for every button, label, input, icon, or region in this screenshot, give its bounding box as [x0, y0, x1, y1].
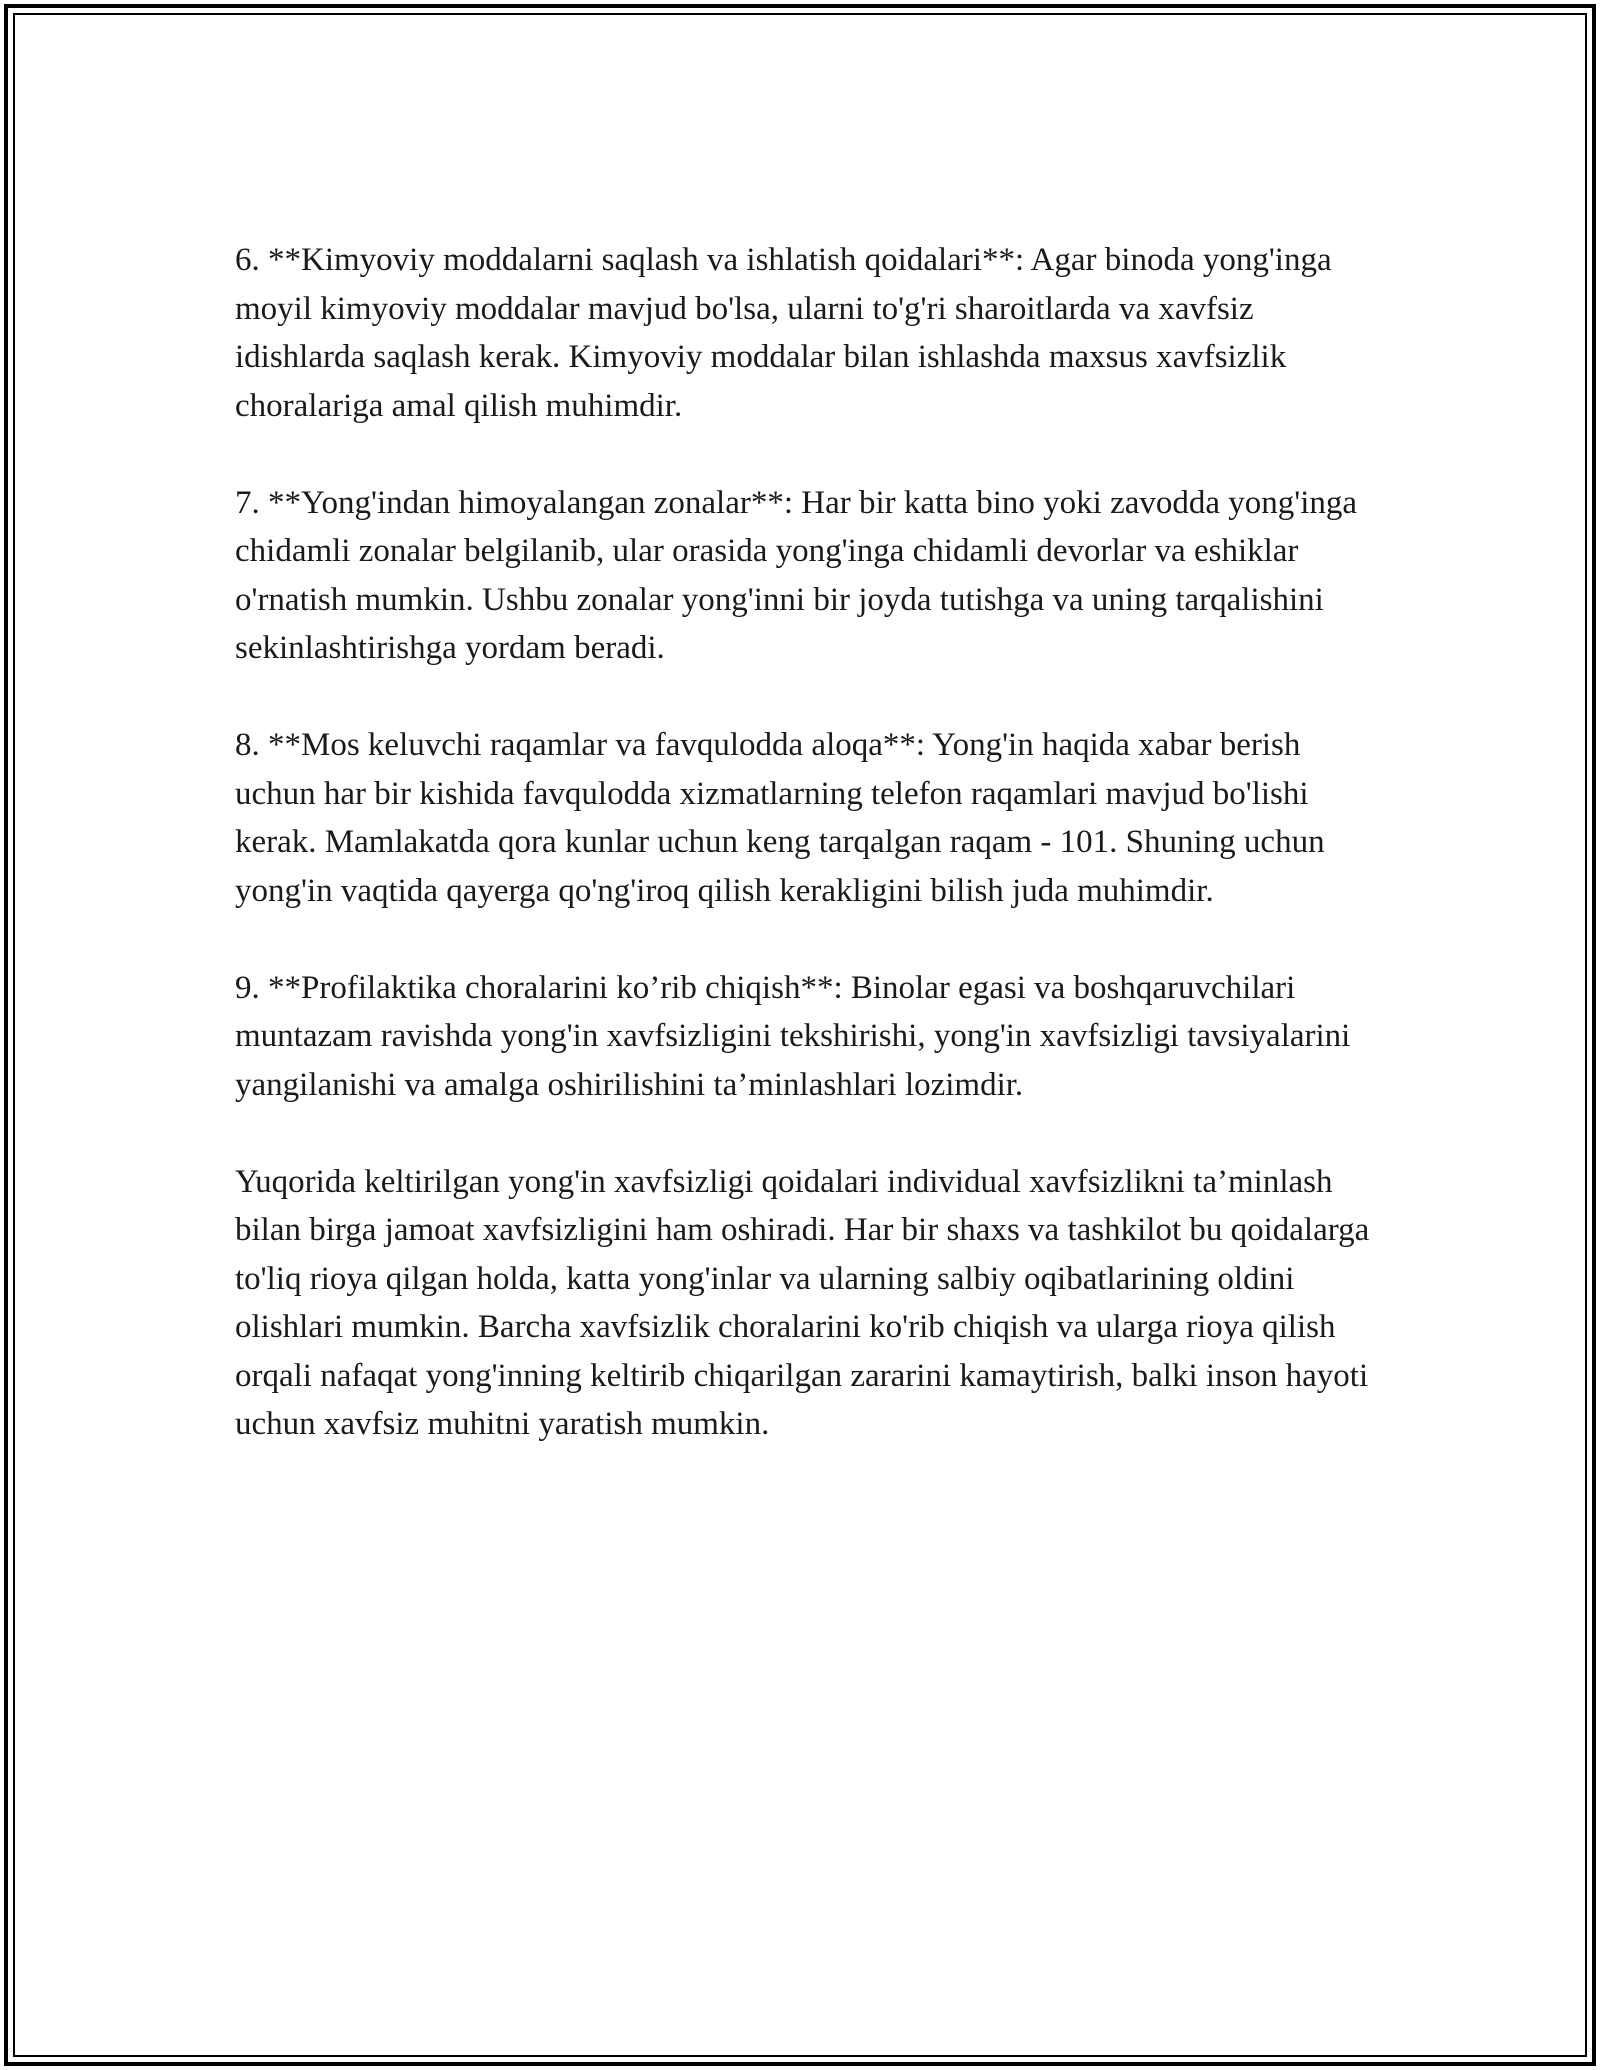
paragraph-conclusion: Yuqorida keltirilgan yong'in xavfsizligi qoidalari individual xavfsizlikni ta’minlash bilan birga jamoat xavfsizligini ham oshiradi. Har bir shaxs va tashkilot bu qoidalarga to'liq rioya qilgan holda, katta yong'inlar va ularning salbiy oqibatlarining oldini olishlari mumkin. Barcha xavfsizlik choralarini ko'rib chiqish va ularga rioya qilish orqali nafaqat yong'inning keltirib chiqarilgan zararini kamaytirish, balki inson hayoti uchun xavfsiz muhitni yaratish mumkin. — [235, 1163, 1370, 1442]
paragraph-item-7: 7. **Yong'indan himoyalangan zonalar**: Har bir katta bino yoki zavodda yong'inga chidamli zonalar belgilanib, ular orasida yong'inga chidamli devorlar va eshiklar o'rnatish mumkin. Ushbu zonalar yong'inni bir joyda tutishga va uning tarqalishini sekinlashtirishga yordam beradi. — [235, 484, 1358, 666]
paragraph-item-9: 9. **Profilaktika choralarini ko’rib chiqish**: Binolar egasi va boshqaruvchilari muntazam ravishda yong'in xavfsizligini tekshirishi, yong'in xavfsizligi tavsiyalarini yangilanishi va amalga oshirilishini ta’minlashlari lozimdir. — [235, 969, 1351, 1103]
document-body — [235, 236, 1370, 1497]
paragraph-item-8: 8. **Mos keluvchi raqamlar va favqulodda aloqa**: Yong'in haqida xabar berish uchun har bir kishida favqulodda xizmatlarning telefon raqamlari mavjud bo'lishi kerak. Mamlakatda qora kunlar uchun keng tarqalgan raqam - 101. Shuning uchun yong'in vaqtida qayerga qo'ng'iroq qilish kerakligini bilish juda muhimdir. — [235, 727, 1325, 909]
paragraph-item-6: 6. **Kimyoviy moddalarni saqlash va ishlatish qoidalari**: Agar binoda yong'inga moyil kimyoviy moddalar mavjud bo'lsa, ularni to'g'ri sharoitlarda va xavfsiz idishlarda saqlash kerak. Kimyoviy moddalar bilan ishlashda maxsus xavfsizlik choralariga amal qilish muhimdir. — [235, 242, 1332, 424]
